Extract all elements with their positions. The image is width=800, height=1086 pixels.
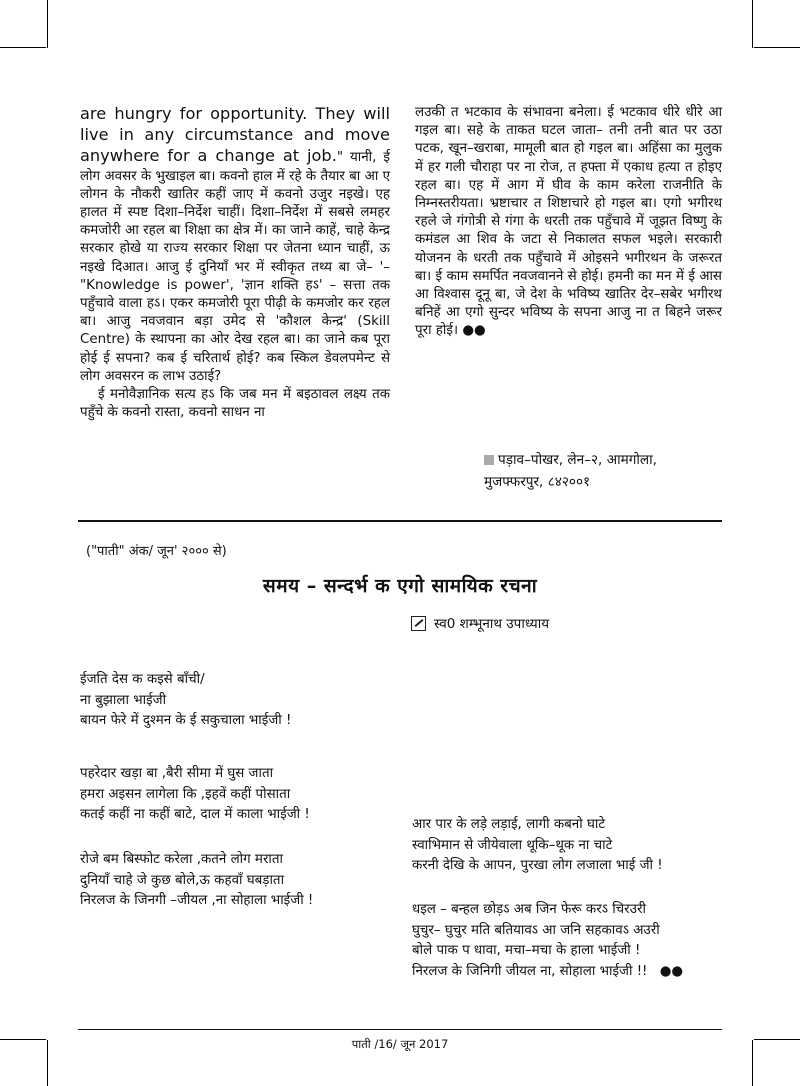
address-line-2: मुजफ्फरपुर, ८४२००१ [484, 474, 591, 490]
crop-mark [0, 47, 46, 48]
footer-divider [78, 1029, 722, 1030]
right-column [415, 104, 722, 341]
page-footer: पाती /16/ जून 2017 [351, 1037, 449, 1051]
poem-line: घुचुर– घुचुर मति बतियावऽ आ जनि सहकावऽ अउरी [412, 922, 660, 938]
poem-line: पहरेदार खड़ा बा ,बैरी सीमा में घुस जाता [80, 766, 274, 781]
poem-end-mark: ●● [659, 963, 684, 979]
poem-author [411, 614, 549, 632]
poem-line: ईजति देस क कइसे बाँची/ [80, 672, 205, 687]
poem-stanza-2 [80, 764, 310, 826]
poem-line-last [412, 962, 683, 983]
end-mark: ●● [462, 323, 486, 339]
left-paragraph-1 [80, 104, 390, 386]
poem-stanza-4 [412, 815, 663, 877]
poem-line: बोले पाक प धावा, मचा–मचा के हाला भाईजी ! [412, 943, 641, 958]
english-quote: are hungry for opportunity. They will live in any circumstance and move anywhere for a change at job. [80, 104, 390, 166]
poem-line: धइल – बन्हल छोड़ऽ अब जिन फेरू करऽ चिरउरी [412, 902, 646, 917]
crop-mark [754, 47, 800, 48]
poem-title: समय – सन्दर्भ क एगो सामयिक रचना [262, 575, 538, 597]
poem-line: दुनियाँ चाहे जे कुछ बोले,ऊ कहवाँ घबड़ाता [80, 872, 285, 888]
section-divider [78, 520, 722, 522]
pen-icon [411, 616, 426, 631]
crop-mark [47, 0, 48, 48]
source-note: ("पाती" अंक/ जून' २००० से) [86, 544, 227, 559]
address-line-1-text: पड़ाव–पोखर, लेन–२, आमगोला, [498, 452, 657, 468]
poem-stanza-5 [412, 900, 683, 982]
poem-stanza-3 [80, 850, 313, 912]
poem-line: कतई कहीं ना कहीं बाटे, दाल में काला भाईजी ! [80, 807, 310, 822]
address-line-1 [484, 449, 657, 471]
poem-line: बायन फेरे में दुश्मन के ई सकुचाला भाईजी ! [80, 713, 292, 728]
poem-line: करनी देखि के आपन, पुरखा लोग लजाला भाई जी ! [412, 858, 663, 873]
left-paragraph-2: ई मनोवैज्ञानिक सत्य हऽ कि जब मन में बइठावल लक्ष्य तक पहुँचे के कवनो रास्ता, कवनो साधन ना [80, 387, 390, 421]
poem-line: हमरा अइसन लागेला कि ,इहवें कहीं पोसाता [80, 786, 291, 802]
left-paragraph-1-text: " यानी, ई लोग अवसर के भुखाइल बा। कवनो हाल में रहे के तैयार बा आ ए लोगन के नौकरी खातिर कहीं जाए में कवनो उजुर नइखे। एह हालत में स्पष्ट दिशा–निर्देश चाहीं। दिशा–निर्देश में सबसे लमहर कमजोरी आ रहल बा शिक्षा का क्षेत्र में। का जाने काहें, चाहे केन्द्र सरकार होखे या राज्य सरकार शिक्षा पर जेतना ध्यान चाहीं, ऊ नइखे दिआत। आजु ई दुनियाँ भर में स्वीकृत तथ्य बा जे– '– "Knowledge is power', 'ज्ञान शक्ति हऽ' – सत्ता तक पहुँचावे वाला हऽ। एकर कमजोरी पूरा पीढ़ी के कमजोर कर रहल बा। आजु नवजवान बड़ा उमेद से 'कौशल केन्द्र' (Skill Centre) के स्थापना का ओर देख रहल बा। का जाने कब पूरा होई ई सपना? कब ई चरितार्थ होई? कब स्किल डेवलपमेन्ट से लोग अवसरन क लाभ उठाई? [80, 150, 390, 384]
author-address [484, 449, 657, 493]
right-paragraph-1 [415, 104, 722, 341]
poem-line: निरलज के जिनगी –जीयल ,ना सोहाला भाईजी ! [80, 893, 314, 908]
poem-line: आर पार के लड़े लड़ाई, लागी कबनो घाटे [412, 817, 606, 832]
poem-line: ना बुझाला भाईजी [80, 692, 167, 708]
author-name: स्व0 शम्भूनाथ उपाध्याय [434, 616, 550, 632]
crop-mark [752, 0, 753, 48]
poem-stanza-1 [80, 670, 291, 732]
square-bullet-icon [484, 455, 494, 465]
left-column [80, 104, 390, 422]
right-paragraph-1-text: लउकी त भटकाव के संभावना बनेला। ई भटकाव धीरे धीरे आ गइल बा। सहे के ताकत घटल जाता– तनी तनी बात पर उठा पटक, खून–खराबा, मामूली बात हो गइल बा। अहिंसा का मुलुक में हर गली चौराहा पर ना रोज, त हफ्ता में एकाध हत्या त होइए रहल बा। एह में आग में घीव के काम करेला राजनीति के निम्नस्तरीयता। भ्रष्टाचार त शिष्टाचारे हो गइल बा। एगो भगीरथ रहले जे गंगोत्री से गंगा के धरती तक पहुँचावे में जूझत विष्णु के कमंडल आ शिव के जटा से निकालत सफल भइले। सरकारी योजनन के धरती तक पहुँचावे में ओइसने भगीरथन के जरूरत बा। ई काम समर्पित नवजवानने से होई। हमनी का मन में ई आस आ विश्वास दूनू बा, जे देश के भविष्य खातिर देर–सबेर भगीरथ बनिहें आ एगो सुन्दर भविष्य के सपना आजु ना त बिहने जरूर पूरा होई। [415, 105, 722, 339]
poem-line: रोजे बम बिस्फोट करेला ,कतने लोग मराता [80, 852, 283, 867]
poem-line: स्वाभिमान से जीयेवाला थूकि–थूक ना चाटे [412, 837, 613, 853]
poem-line-last-text: निरलज के जिनिगी जीयल ना, सोहाला भाईजी !! [412, 963, 648, 979]
